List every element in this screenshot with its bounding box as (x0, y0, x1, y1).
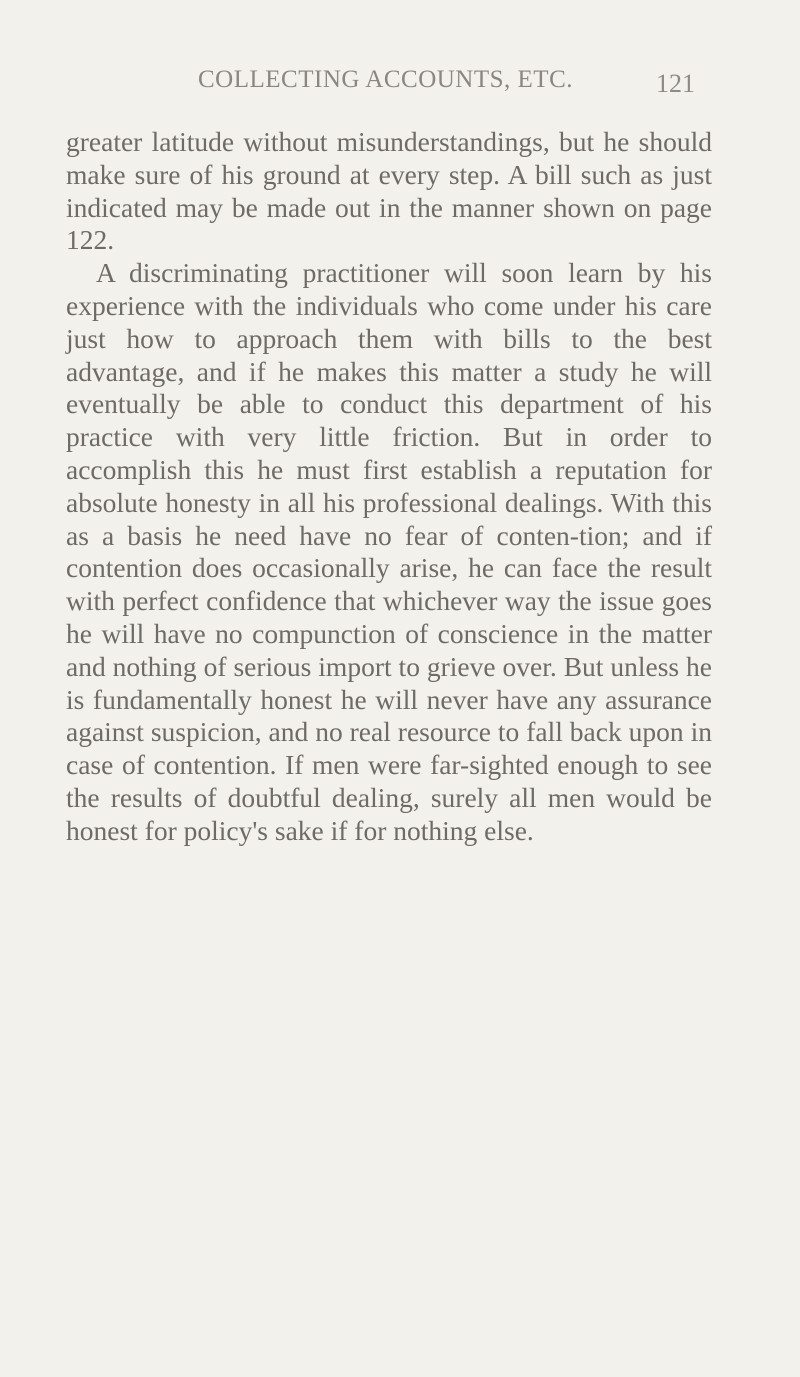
body-text (66, 126, 712, 848)
paragraph-continuation: greater latitude without misunderstandings, but he should make sure of his ground at every step. A bill such as just indicated may be made out in the manner shown on page 122. (66, 126, 712, 256)
paragraph-main: A discriminating practitioner will soon learn by his experience with the individuals who come under his care just how to approach them with bills to the best advantage, and if he makes this matter a study he will eventually be able to conduct this department of his practice with very little friction. But in order to accomplish this he must first establish a reputation for absolute honesty in all his professional dealings. With this as a basis he need have no fear of conten-tion; and if contention does occasionally arise, he can face the result with perfect confidence that whichever way the issue goes he will have no compunction of conscience in the matter and nothing of serious import to grieve over. But unless he is fundamentally honest he will never have any assurance against suspicion, and no real resource to fall back upon in case of contention. If men were far-sighted enough to see the results of doubtful dealing, surely all men would be honest for policy's sake if for nothing else. (66, 257, 712, 846)
page-number: 121 (656, 69, 695, 98)
running-head: COLLECTING ACCOUNTS, ETC. (198, 66, 573, 93)
